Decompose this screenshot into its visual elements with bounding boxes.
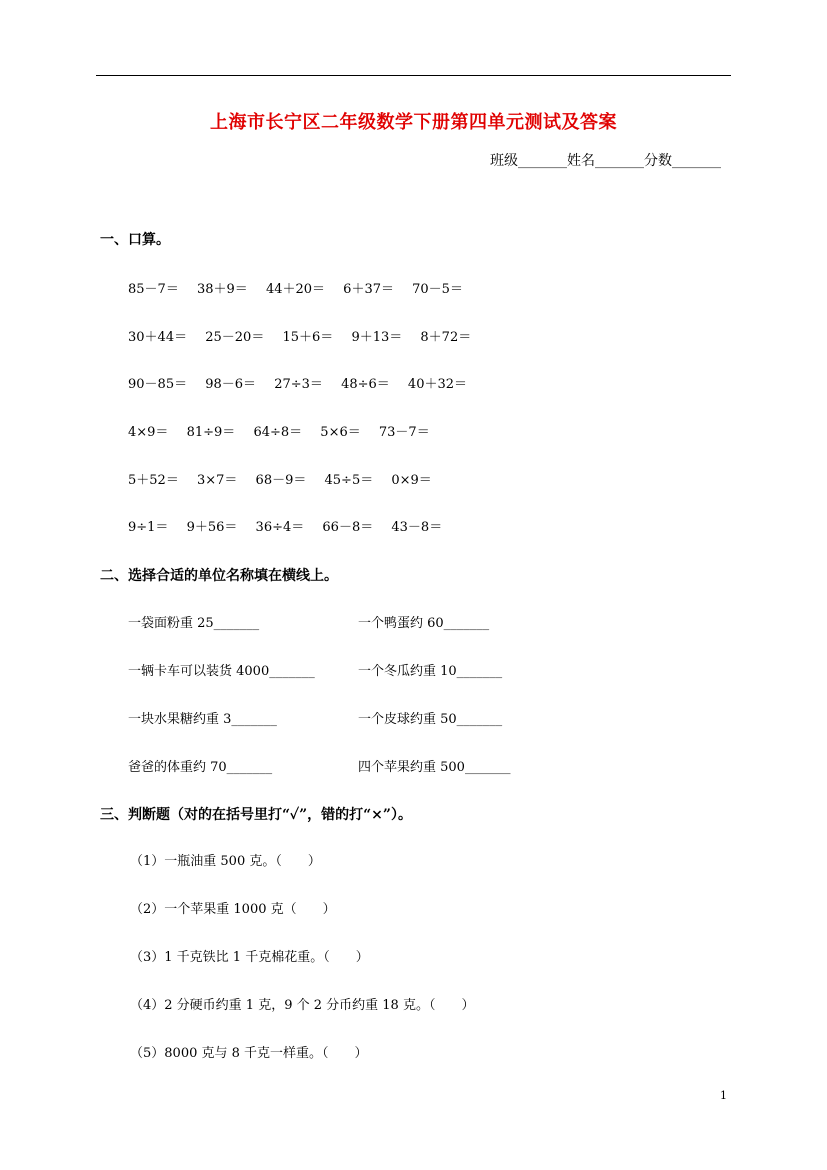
math-item: 81÷9＝	[186, 425, 236, 440]
math-item: 4×9＝	[128, 425, 169, 440]
math-item: 98－6＝	[205, 377, 257, 392]
mental-math-row	[128, 516, 456, 535]
unit-question: 一辆卡车可以装货 4000_______	[128, 664, 315, 679]
mental-math-row	[128, 421, 444, 440]
math-item: 44＋20＝	[265, 282, 326, 297]
section1-heading: 一、口算。	[100, 232, 170, 248]
math-item: 25－20＝	[205, 330, 265, 345]
math-item: 45÷5＝	[324, 473, 374, 488]
math-item: 38＋9＝	[196, 282, 248, 297]
math-item: 30＋44＝	[128, 330, 188, 345]
math-item: 5＋52＝	[128, 473, 179, 488]
math-item: 85－7＝	[128, 282, 179, 297]
unit-question: 一个皮球约重 50_______	[358, 712, 503, 727]
unit-question: 一个冬瓜约重 10_______	[358, 664, 503, 679]
math-item: 9＋13＝	[351, 330, 403, 345]
unit-question: 一个鸭蛋约 60_______	[358, 616, 490, 631]
math-item: 64÷8＝	[253, 425, 303, 440]
mental-math-row	[128, 278, 477, 297]
math-item: 3×7＝	[196, 473, 238, 488]
math-item: 8＋72＝	[420, 330, 472, 345]
unit-question: 一袋面粉重 25_______	[128, 616, 260, 631]
math-item: 43－8＝	[391, 520, 443, 535]
math-item: 27÷3＝	[274, 377, 323, 392]
page-title: 上海市长宁区二年级数学下册第四单元测试及答案	[210, 112, 617, 133]
section2-heading: 二、选择合适的单位名称填在横线上。	[100, 568, 338, 584]
unit-question: 爸爸的体重约 70_______	[128, 760, 273, 775]
student-info-line: 班级_______姓名_______分数_______	[490, 153, 721, 169]
math-item: 0×9＝	[391, 473, 432, 488]
judge-item: （2）一个苹果重 1000 克（ ）	[130, 902, 336, 917]
unit-question: 一块水果糖约重 3_______	[128, 712, 277, 727]
math-item: 9＋56＝	[186, 520, 238, 535]
math-item: 5×6＝	[320, 425, 361, 440]
math-item: 66－8＝	[322, 520, 374, 535]
judge-item: （1）一瓶油重 500 克。（ ）	[130, 854, 321, 869]
judge-item: （5）8000 克与 8 千克一样重。（ ）	[130, 1046, 368, 1061]
page-number: 1	[720, 1089, 727, 1102]
math-item: 70－5＝	[412, 282, 463, 297]
mental-math-row	[128, 469, 446, 488]
math-item: 73－7＝	[378, 425, 430, 440]
header-rule	[96, 75, 731, 76]
math-item: 48÷6＝	[341, 377, 390, 392]
math-item: 68－9＝	[255, 473, 307, 488]
section3-heading: 三、判断题（对的在括号里打“✓”，错的打“×”）。	[100, 807, 412, 823]
math-item: 40＋32＝	[407, 377, 468, 392]
mental-math-row	[128, 326, 485, 345]
math-item: 36÷4＝	[255, 520, 305, 535]
math-item: 6＋37＝	[343, 282, 394, 297]
mental-math-row	[128, 373, 481, 392]
judge-item: （3）1 千克铁比 1 千克棉花重。（ ）	[130, 950, 369, 965]
math-item: 15＋6＝	[282, 330, 334, 345]
judge-item: （4）2 分硬币约重 1 克，9 个 2 分币约重 18 克。（ ）	[130, 998, 475, 1013]
math-item: 90－85＝	[128, 377, 188, 392]
unit-question: 四个苹果约重 500_______	[358, 760, 511, 775]
math-item: 9÷1＝	[128, 520, 169, 535]
